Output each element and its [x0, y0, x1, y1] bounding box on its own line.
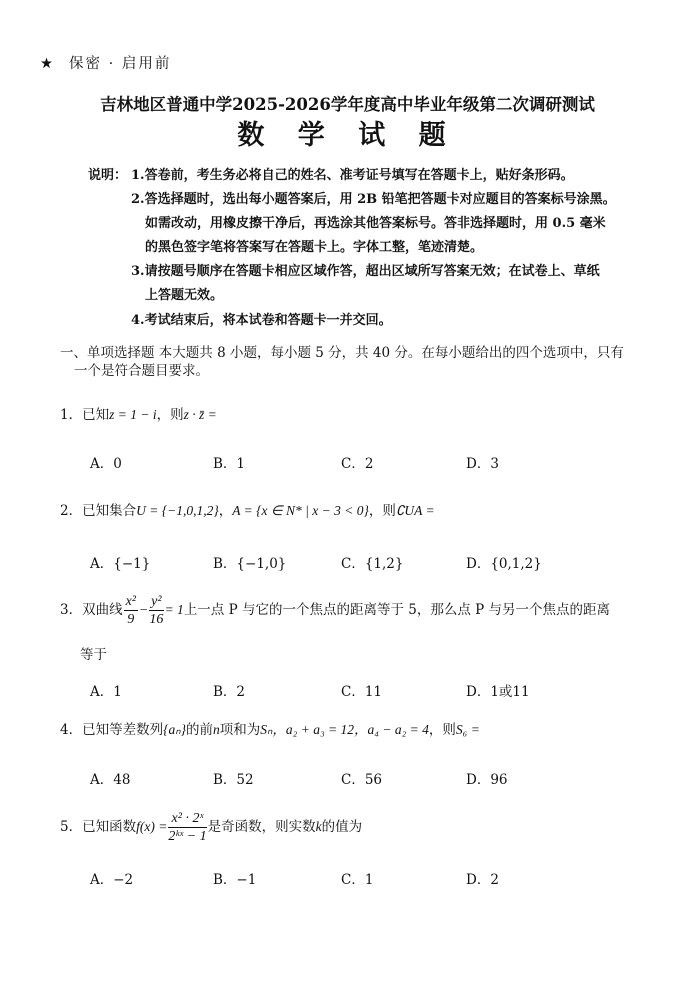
math-expression: f(x) =	[136, 819, 168, 834]
secrecy-mark	[40, 52, 171, 73]
question-2: 2．已知集合U = {−1,0,1,2}，A = {x ∈ N* | x − 3 < 0}，则∁UA =	[60, 503, 435, 519]
question-number: 2．	[60, 503, 83, 519]
option-a: A．1	[90, 684, 122, 700]
instruction-item-3-line-1: 3.请按题号顺序在答题卡相应区域作答，超出区域所写答案无效；在试卷上、草纸	[131, 264, 600, 279]
option-a: A．−2	[90, 872, 134, 888]
option-b: B．1	[213, 456, 246, 472]
option-a: A．0	[90, 456, 122, 472]
instruction-item-1: 1.答卷前，考生务必将自己的姓名、准考证号填写在答题卡上，贴好条形码。	[131, 168, 574, 183]
option-d: D．3	[466, 456, 499, 472]
math-expression: z · z̄ =	[183, 407, 217, 422]
option-c: C．11	[341, 684, 383, 700]
option-b: B．{−1,0}	[213, 556, 287, 572]
exam-title: 吉林地区普通中学2025-2026学年度高中毕业年级第二次调研测试	[100, 95, 595, 114]
option-d: D．96	[466, 772, 508, 788]
math-expression: {aₙ}	[163, 722, 187, 737]
fraction: $\frac{\text{y²}}{16}$	[149, 594, 164, 627]
option-b: B．2	[213, 684, 246, 700]
math-expression: ∁UA =	[395, 503, 435, 518]
instruction-item-4: 4.考试结束后，将本试卷和答题卡一并交回。	[131, 313, 392, 328]
math-expression: z = 1 − i	[109, 407, 157, 422]
option-a: A．48	[90, 772, 131, 788]
option-b: B．−1	[213, 872, 257, 888]
instruction-item-2-line-3: 的黑色签字笔将答案写在答题卡上。字体工整，笔迹清楚。	[145, 240, 484, 255]
math-expression: U = {−1,0,1,2}	[136, 503, 219, 518]
instructions-label: 说明：	[88, 168, 128, 183]
fraction: $\frac{\text{x²}}{9}$	[125, 594, 137, 627]
option-d: D．1或11	[466, 684, 530, 700]
math-expression: n	[213, 722, 220, 737]
option-d: D．{0,1,2}	[466, 556, 542, 572]
instruction-item-2-line-1: 2.答选择题时，选出每小题答案后，用 2B 铅笔把答题卡对应题目的答案标号涂黑。	[131, 192, 616, 207]
question-3: 3．双曲线 $\frac{\text{x²}}{9}$ − $\frac{\text{y²}}{16}$ = 1上一点 P 与它的一个焦点的距离等于 5，那么点 P 与另一个焦点的距离	[60, 594, 611, 627]
section-1-heading: 一、单项选择题 本大题共 8 小题，每小题 5 分，共 40 分。在每小题给出的四个选项中，只有	[60, 345, 624, 361]
option-a: A．{−1}	[90, 556, 151, 572]
question-4: 4．已知等差数列{aₙ}的前n项和为Sₙ，a₂ + a₃ = 12，a₄ − a₂ = 4，则S₆ =	[60, 722, 480, 738]
question-3-line-2: 等于	[80, 647, 107, 663]
option-c: C．56	[341, 772, 383, 788]
fraction: $\frac{\text{x² · 2ˣ}}{\text{2ᵏˣ − 1}}$	[168, 811, 207, 844]
math-expression: S₆ =	[455, 722, 480, 737]
secrecy-label: 保密 · 启用前	[69, 56, 172, 72]
math-expression: Sₙ，a₂ + a₃ = 12，a₄ − a₂ = 4	[260, 722, 429, 737]
option-d: D．2	[466, 872, 499, 888]
instruction-item-2-line-2: 如需改动，用橡皮擦干净后，再选涂其他答案标号。答非选择题时，用 0.5 毫米	[145, 216, 606, 231]
question-number: 4．	[60, 722, 83, 738]
option-c: C．1	[341, 872, 374, 888]
question-number: 5．	[60, 819, 83, 835]
math-expression: A = {x ∈ N* | x − 3 < 0}	[232, 503, 369, 518]
question-number: 3．	[60, 602, 83, 618]
option-b: B．52	[213, 772, 254, 788]
subject-title: 数 学 试 题	[237, 120, 458, 151]
section-1-heading-line-2: 一个是符合题目要求。	[74, 363, 209, 379]
instruction-item-3-line-2: 上答题无效。	[145, 288, 224, 303]
option-c: C．2	[341, 456, 374, 472]
math-expression: k	[315, 819, 322, 834]
question-number: 1．	[60, 407, 83, 423]
question-5: 5．已知函数f(x) = $\frac{\text{x² · 2ˣ}}{\text{2ᵏˣ − 1}}$ 是奇函数，则实数k的值为	[60, 811, 363, 844]
star-icon: ★	[40, 56, 55, 72]
question-1: 1．已知z = 1 − i，则z · z̄ =	[60, 407, 217, 423]
option-c: C．{1,2}	[341, 556, 404, 572]
